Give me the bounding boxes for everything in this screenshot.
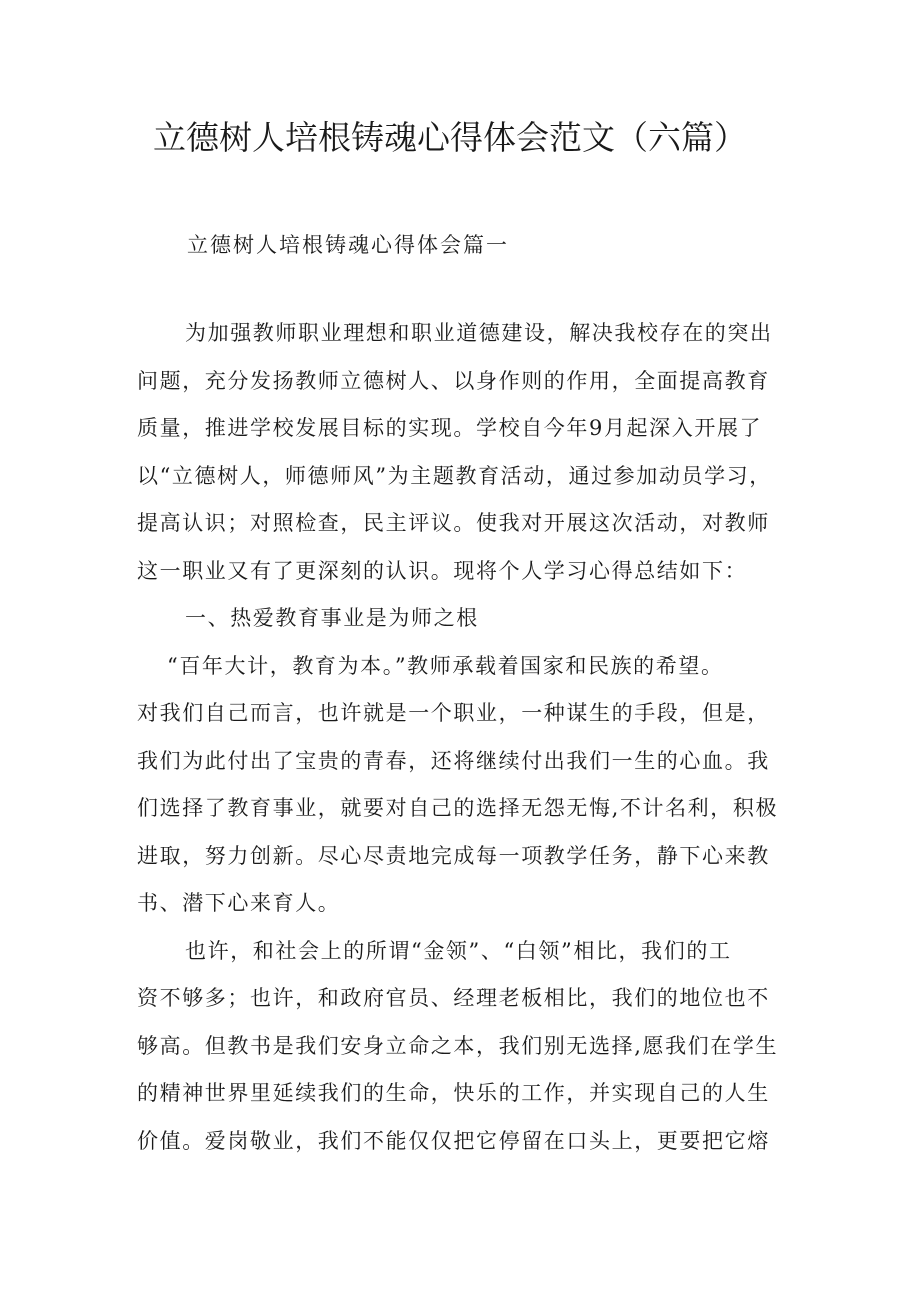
paragraph-line: 够高。但教书是我们安身立命之本，我们别无选择,愿我们在学生	[137, 1033, 779, 1058]
paragraph-line: 进取，努力创新。尽心尽责地完成每一项教学任务，静下心来教	[137, 843, 770, 868]
document-title: 立德树人培根铸魂心得体会范文（六篇）	[153, 118, 747, 157]
paragraph-line: 这一职业又有了更深刻的认识。现将个人学习心得总结如下：	[137, 558, 748, 583]
paragraph-line: 以“立德树人，师德师风”为主题教育活动，通过参加动员学习，	[137, 463, 772, 488]
paragraph-line: 问题，充分发扬教师立德树人、以身作则的作用，全面提高教育	[137, 368, 770, 393]
paragraph-line: 书、潜下心来育人。	[137, 891, 341, 915]
paragraph-line: 们选择了教育事业，就要对自己的选择无怨无悔,不计名利，积极	[137, 796, 779, 820]
paragraph-line: 质量，推进学校发展目标的实现。学校自今年9月起深入开展了	[137, 416, 763, 440]
paragraph-line: 资不够多；也许，和政府官员、经理老板相比，我们的地位也不	[137, 986, 770, 1010]
subsection-heading: 一、热爱教育事业是为师之根	[185, 606, 479, 630]
document-body	[137, 310, 797, 1165]
paragraph-line: 为加强教师职业理想和职业道德建设，解决我校存在的突出	[185, 321, 773, 345]
paragraph-line: “百年大计，教育为本。”教师承载着国家和民族的希望。	[167, 653, 724, 678]
paragraph-line: 价值。爱岗敬业，我们不能仅仅把它停留在口头上，更要把它熔	[137, 1128, 770, 1153]
section-heading: 立德树人培根铸魂心得体会篇一	[187, 233, 509, 257]
paragraph-line: 的精神世界里延续我们的生命，快乐的工作，并实现自己的人生	[137, 1081, 770, 1105]
paragraph-line: 提高认识；对照检查，民主评议。使我对开展这次活动，对教师	[137, 511, 770, 535]
paragraph-line: 对我们自己而言，也许就是一个职业，一种谋生的手段，但是，	[137, 701, 770, 725]
paragraph-line: 我们为此付出了宝贵的青春，还将继续付出我们一生的心血。我	[137, 748, 770, 773]
paragraph-line: 也许，和社会上的所谓“金领”、“白领”相比，我们的工	[185, 938, 732, 963]
